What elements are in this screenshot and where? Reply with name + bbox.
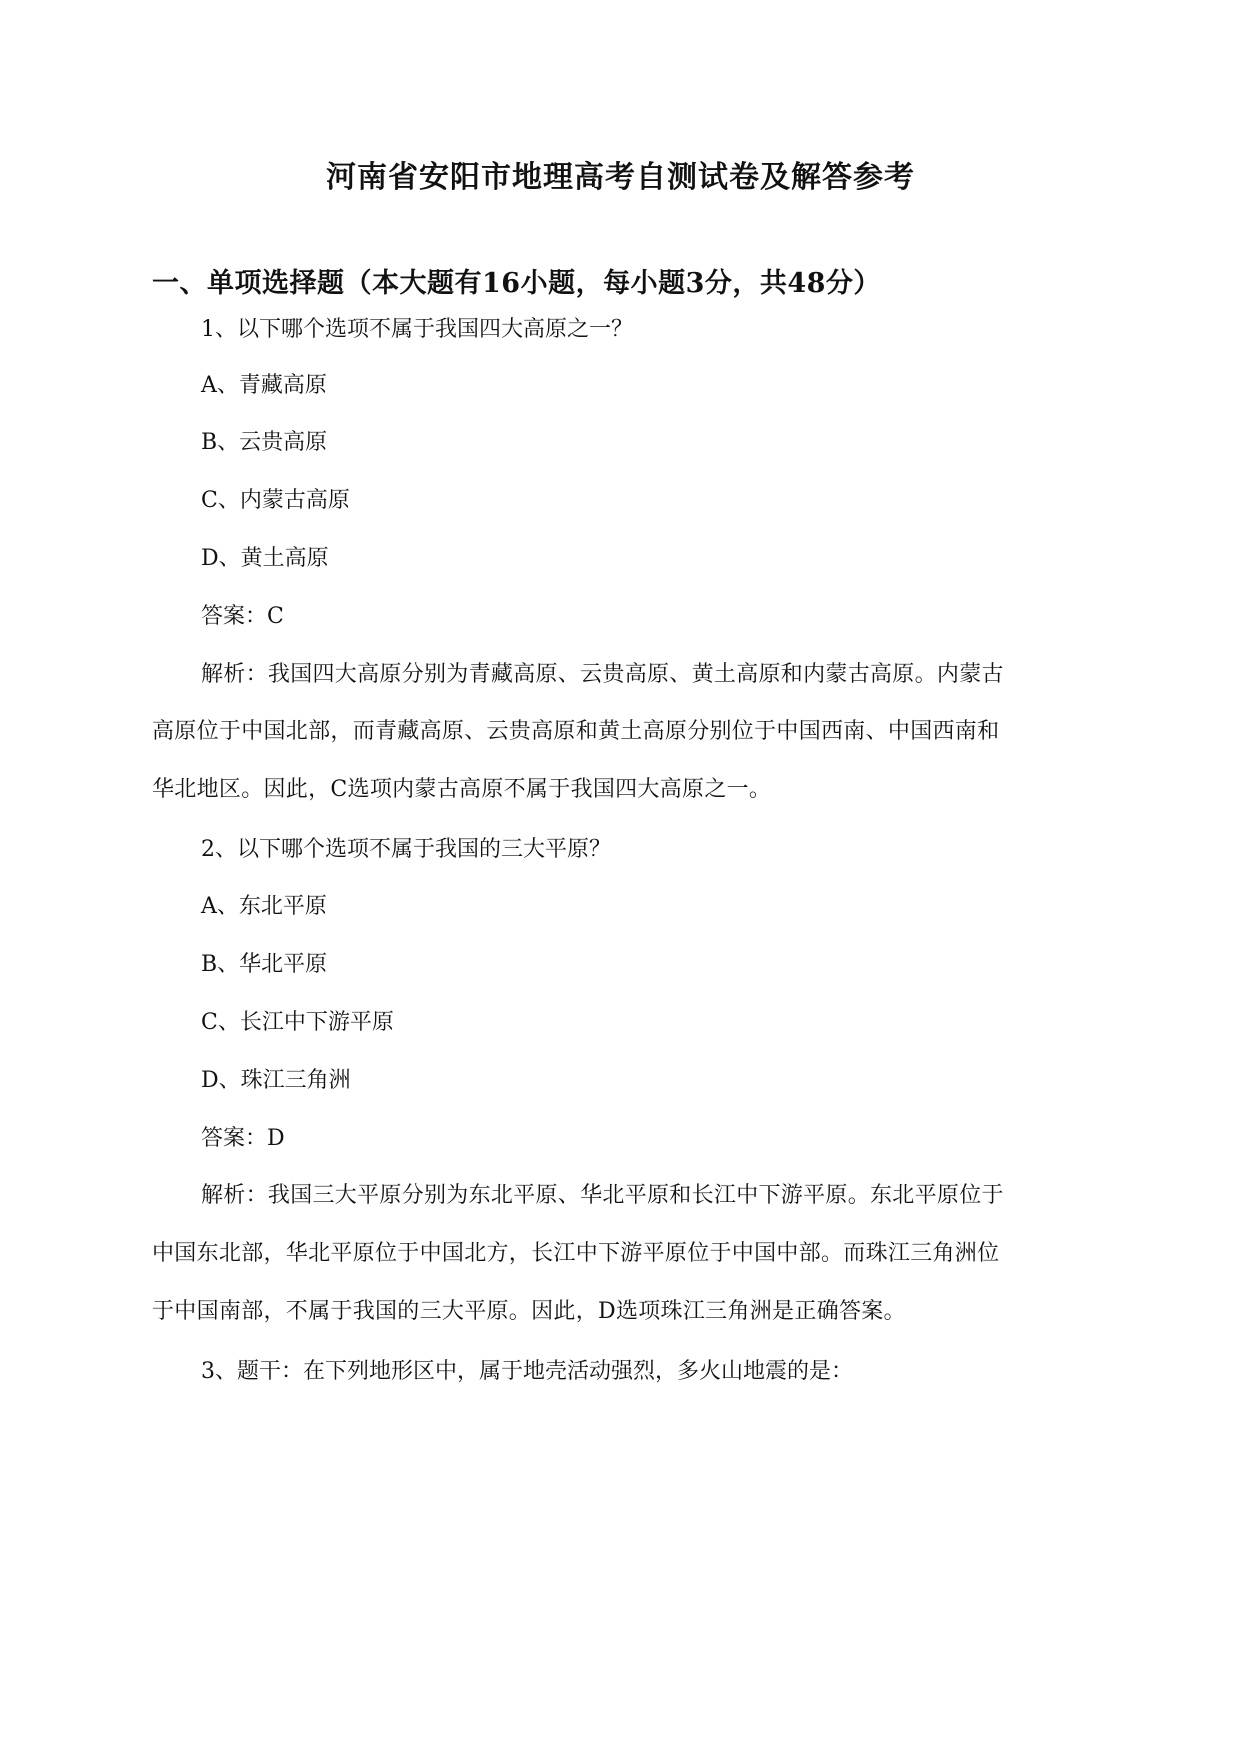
question-2-analysis-line-3: 于中国南部，不属于我国的三大平原。因此，D选项珠江三角洲是正确答案。	[152, 1299, 906, 1324]
question-1-option-c: C、内蒙古高原	[201, 488, 350, 513]
section-heading: 一、单项选择题（本大题有16小题，每小题3分，共48分）	[152, 268, 881, 299]
question-1-answer: 答案：C	[201, 604, 284, 629]
question-1-option-d: D、黄土高原	[201, 546, 329, 571]
question-1-option-a: A、青藏高原	[201, 373, 327, 398]
question-1-stem: 1、以下哪个选项不属于我国四大高原之一？	[201, 317, 633, 342]
question-2-option-d: D、珠江三角洲	[201, 1068, 351, 1093]
question-2-analysis-line-1: 解析：我国三大平原分别为东北平原、华北平原和长江中下游平原。东北平原位于	[201, 1183, 1004, 1208]
question-1-analysis-line-3: 华北地区。因此，C选项内蒙古高原不属于我国四大高原之一。	[152, 777, 772, 802]
question-2-answer: 答案：D	[201, 1126, 285, 1151]
question-2-analysis-line-2: 中国东北部，华北平原位于中国北方，长江中下游平原位于中国中部。而珠江三角洲位	[152, 1241, 1000, 1266]
question-1-analysis-line-2: 高原位于中国北部，而青藏高原、云贵高原和黄土高原分别位于中国西南、中国西南和	[152, 719, 1000, 744]
question-1-option-b: B、云贵高原	[201, 430, 328, 455]
question-1-analysis-line-1: 解析：我国四大高原分别为青藏高原、云贵高原、黄土高原和内蒙古高原。内蒙古	[201, 662, 1004, 687]
question-2-option-c: C、长江中下游平原	[201, 1010, 394, 1035]
document-title: 河南省安阳市地理高考自测试卷及解答参考	[326, 160, 915, 195]
question-3-stem: 3、题干：在下列地形区中，属于地壳活动强烈，多火山地震的是：	[201, 1359, 853, 1384]
question-2-option-a: A、东北平原	[201, 894, 327, 919]
question-2-stem: 2、以下哪个选项不属于我国的三大平原？	[201, 837, 611, 862]
question-2-option-b: B、华北平原	[201, 952, 328, 977]
